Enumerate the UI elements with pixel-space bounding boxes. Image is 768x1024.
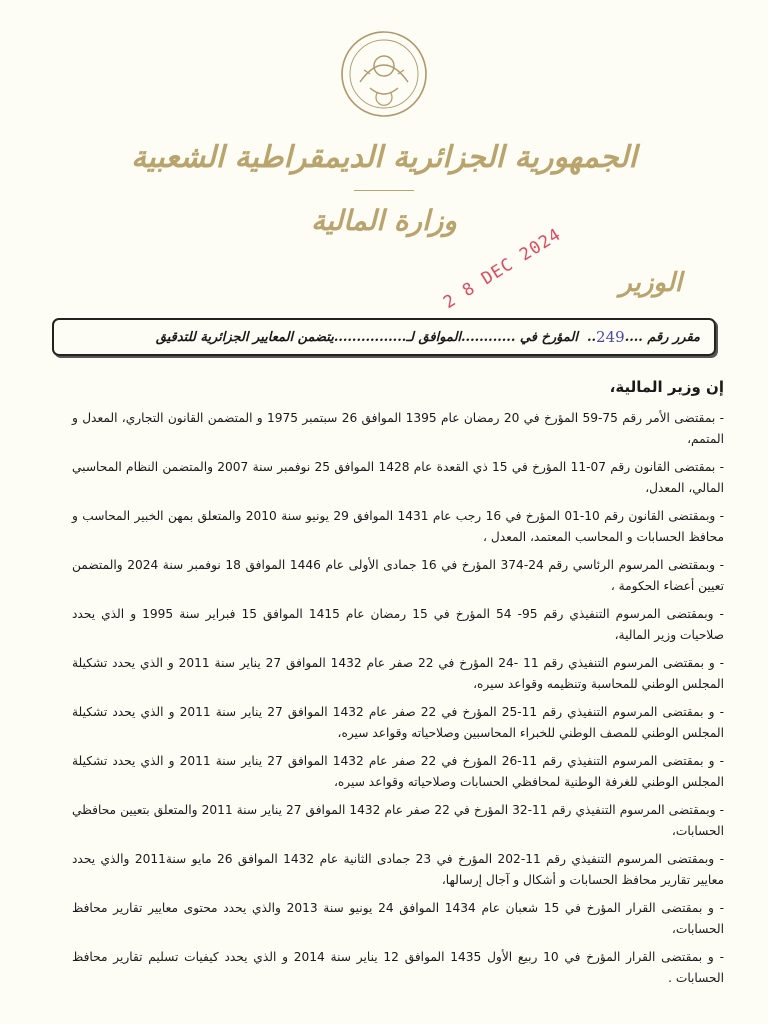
list-item: - وبمقتضى المرسوم التنفيذي رقم 11-202 المؤرخ في 23 جمادى الثانية عام 1432 الموافق 26 مايو سنة2011 والذي يحدد معايير تقارير محافظ الحسابات و أشكال و آجال إرسالها،	[68, 852, 724, 887]
list-item: - بمقتضى القانون رقم 07-11 المؤرخ في 15 ذي القعدة عام 1428 الموافق 25 نوفمبر سنة 2007 والمتضمن النظام المحاسبي المالي، المعدل،	[68, 460, 724, 495]
list-item: - و بمقتضى المرسوم التنفيذي رقم 11 -24 المؤرخ في 22 صفر عام 1432 الموافق 27 يناير سنة 2011 و الذي يحدد تشكيلة المجلس الوطني للمحاسبة وتنظيمه وقواعد سيره،	[68, 656, 724, 691]
list-item: - بمقتضى الأمر رقم 75-59 المؤرخ في 20 رمضان عام 1395 الموافق 26 سبتمبر 1975 و المتضمن القانون التجاري، المعدل و المتمم،	[68, 411, 724, 446]
decree-dated-label: المؤرخ في	[519, 329, 578, 345]
list-item: - وبمقتضى المرسوم الرئاسي رقم 24-374 المؤرخ في 16 جمادى الأولى عام 1446 الموافق 18 نوفمبر سنة 2024 والمتضمن تعيين أعضاء الحكومة ،	[68, 558, 724, 593]
list-item: - و بمقتضى المرسوم التنفيذي رقم 11-26 المؤرخ في 22 صفر عام 1432 الموافق 27 يناير سنة 2011 و الذي يحدد تشكيلة المجلس الوطني للغرفة الوطنية لمحافظي الحسابات وصلاحياته وقواعد سيره،	[68, 754, 724, 789]
decree-corresponding-label: الموافق لـ	[406, 329, 462, 345]
dots: ..	[577, 329, 597, 345]
list-item: - و بمقتضى القرار المؤرخ في 10 ربيع الأول 1435 الموافق 12 يناير سنة 2014 و الذي يحدد كيفيات تسليم تقارير محافظ الحسابات .	[68, 950, 724, 985]
intro-text: إن وزير المالية،	[609, 378, 724, 396]
list-item: - وبمقتضى المرسوم التنفيذي رقم 11-32 المؤرخ في 22 صفر عام 1432 الموافق 27 يناير سنة 2011 والمتعلق بتعيين محافظي الحسابات،	[68, 803, 724, 838]
list-item: - وبمقتضى القانون رقم 10-01 المؤرخ في 16 رجب عام 1431 الموافق 29 يونيو سنة 2010 والمتعلق بمهن الخبير المحاسب و محافظ الحسابات و المحاسب المعتمد، المعدل ،	[68, 509, 724, 544]
considerations-list	[68, 408, 724, 996]
decree-number-value: 249	[596, 328, 625, 346]
list-item: - وبمقتضى المرسوم التنفيذي رقم 95- 54 المؤرخ في 15 رمضان عام 1415 الموافق 15 فبراير سنة 1995 و الذي يحدد صلاحيات وزير المالية،	[68, 607, 724, 642]
republic-name: الجمهورية الجزائرية الديمقراطية الشعبية	[131, 140, 637, 175]
decree-subject: يتضمن المعايير الجزائرية للتدقيق	[155, 329, 334, 345]
minister-title: الوزير	[619, 268, 682, 298]
dots: ....	[624, 329, 648, 345]
dots: ................	[333, 329, 407, 345]
date-stamp: 2 8 DEC 2024	[440, 224, 565, 313]
ministry-name: وزارة المالية	[311, 204, 457, 237]
decree-number-label: مقرر رقم	[647, 329, 700, 345]
list-item: - و بمقتضى القرار المؤرخ في 15 شعبان عام 1434 الموافق 24 يونيو سنة 2013 والذي يحدد محتوى معايير تقارير محافظ الحسابات،	[68, 901, 724, 936]
dots: ............	[461, 329, 520, 345]
algeria-emblem-icon	[340, 30, 428, 118]
header-divider	[354, 190, 414, 191]
decree-header-box	[52, 318, 716, 356]
list-item: - و بمقتضى المرسوم التنفيذي رقم 11-25 المؤرخ في 22 صفر عام 1432 الموافق 27 يناير سنة 2011 و الذي يحدد تشكيلة المجلس الوطني للمصف الوطني للخبراء المحاسبين وصلاحياته وقواعد سيره،	[68, 705, 724, 740]
